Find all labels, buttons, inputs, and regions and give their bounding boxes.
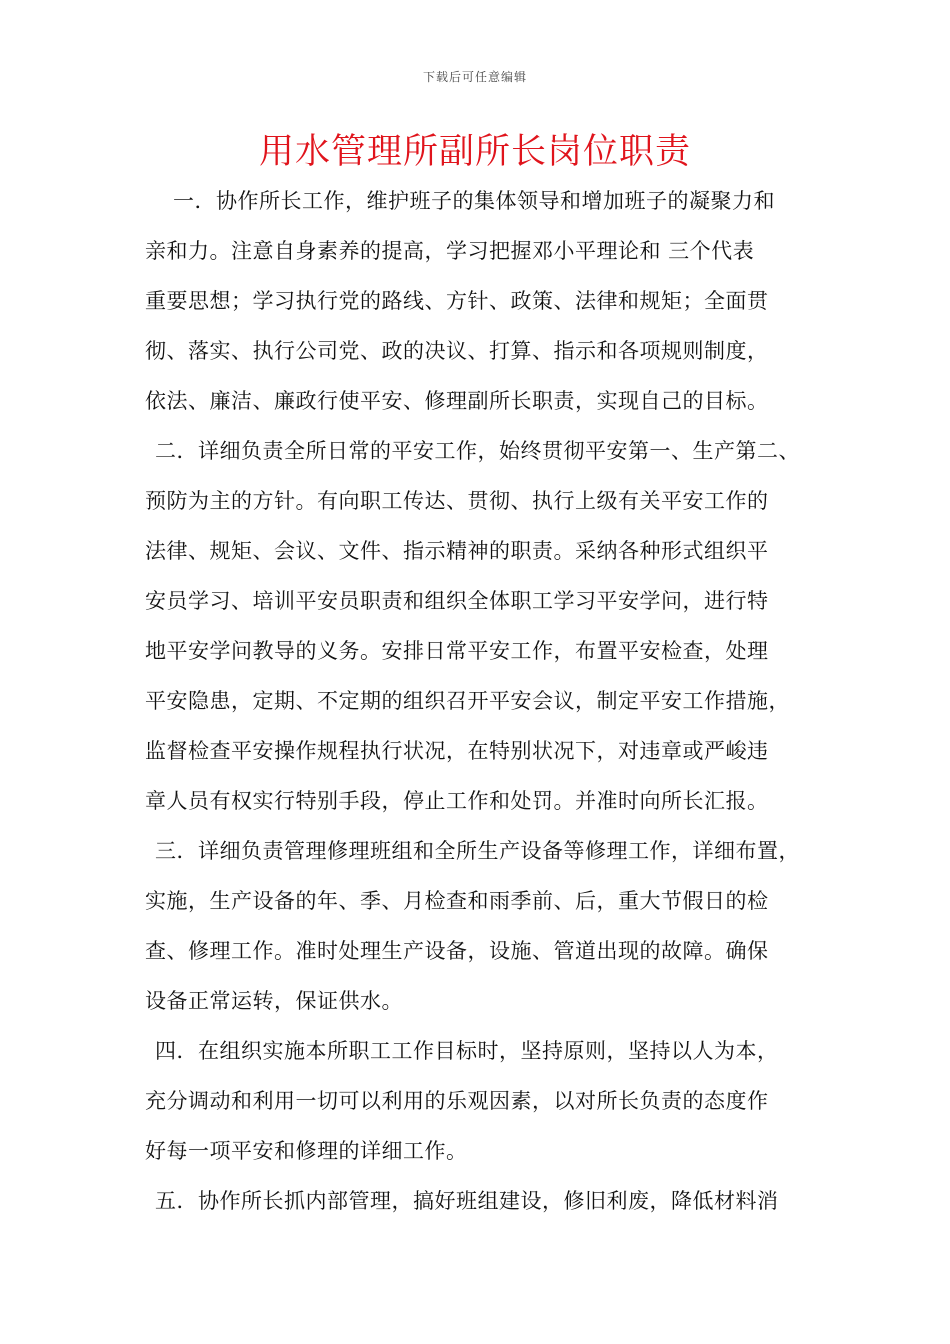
body-line: 章人员有权实行特别手段，停止工作和处罚。并准时向所长汇报。 bbox=[145, 789, 769, 813]
body-line: 实施，生产设备的年、季、月检查和雨季前、后，重大节假日的检 bbox=[145, 889, 769, 913]
body-line: 安员学习、培训平安员职责和组织全体职工学习平安学问，进行特 bbox=[145, 589, 769, 613]
body-line: 预防为主的方针。有向职工传达、贯彻、执行上级有关平安工作的 bbox=[145, 489, 769, 513]
body-line: 设备正常运转，保证供水。 bbox=[145, 989, 403, 1013]
body-line: 二．详细负责全所日常的平安工作，始终贯彻平安第一、生产第二、 bbox=[155, 439, 800, 463]
body-line: 彻、落实、执行公司党、政的决议、打算、指示和各项规则制度， bbox=[145, 339, 769, 363]
header-note: 下载后可任意编辑 bbox=[422, 70, 527, 84]
body-line: 好每一项平安和修理的详细工作。 bbox=[145, 1139, 468, 1163]
body-line: 一．协作所长工作，维护班子的集体领导和增加班子的凝聚力和 bbox=[173, 189, 775, 213]
body-line: 三．详细负责管理修理班组和全所生产设备等修理工作，详细布置， bbox=[155, 839, 800, 863]
body-line: 重要思想；学习执行党的路线、方针、政策、法律和规矩；全面贯 bbox=[145, 289, 769, 313]
body-line: 查、修理工作。准时处理生产设备，设施、管道出现的故障。确保 bbox=[145, 939, 769, 963]
body-line: 平安隐患，定期、不定期的组织召开平安会议，制定平安工作措施， bbox=[145, 689, 790, 713]
body-line: 法律、规矩、会议、文件、指示精神的职责。采纳各种形式组织平 bbox=[145, 539, 769, 563]
body-line: 五．协作所长抓内部管理，搞好班组建设，修旧利废，降低材料消 bbox=[155, 1189, 779, 1213]
body-line: 亲和力。注意自身素养的提高，学习把握邓小平理论和 三个代表 bbox=[145, 239, 755, 263]
body-line: 监督检查平安操作规程执行状况，在特别状况下，对违章或严峻违 bbox=[145, 739, 769, 763]
body-line: 地平安学问教导的义务。安排日常平安工作，布置平安检查，处理 bbox=[145, 639, 769, 663]
body-line: 四．在组织实施本所职工工作目标时，坚持原则，坚持以人为本， bbox=[155, 1039, 779, 1063]
body-line: 充分调动和利用一切可以利用的乐观因素，以对所长负责的态度作 bbox=[145, 1089, 769, 1113]
body-line: 依法、廉洁、廉政行使平安、修理副所长职责，实现自己的目标。 bbox=[145, 389, 769, 413]
document-body bbox=[145, 176, 835, 1226]
page-title: 用水管理所副所长岗位职责 bbox=[258, 132, 691, 172]
